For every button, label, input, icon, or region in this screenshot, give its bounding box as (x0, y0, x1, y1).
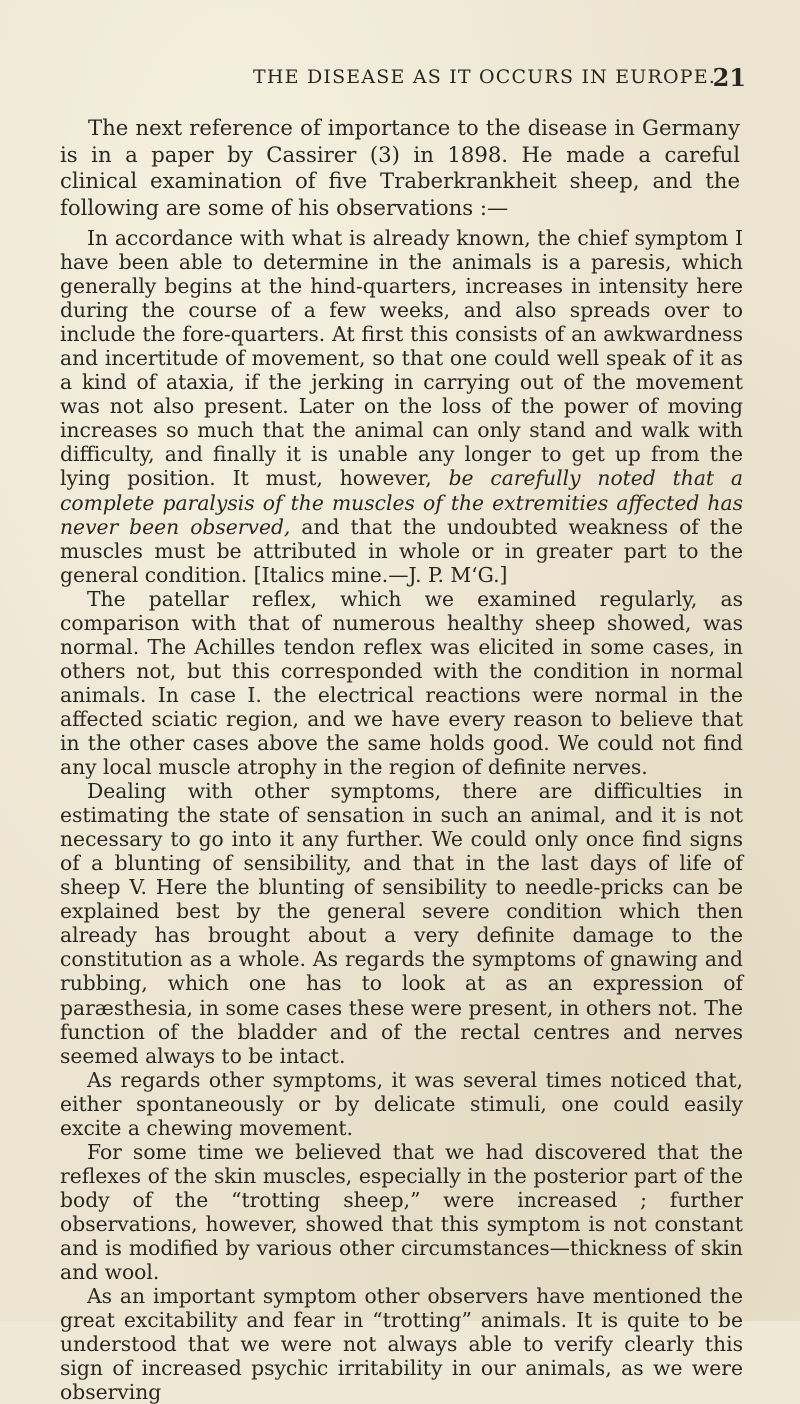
quote-p1-part-b: and that the undoubted weakness of the muscles must be attributed in whole or in greater part to the general condition. [Italics mine.—J. P. M‘G.] (60, 514, 743, 587)
page-header (60, 63, 746, 96)
quote-paragraph-3: Dealing with other symptoms, there are difficulties in estimating the state of sensation in such an animal, and it is not necessary to go into it any further. We could only once find signs of a blunting of sensibility, and that in the last days of life of sheep V. Here the blunting of sensibility to needle-pricks can be explained best by the general severe condition which then already has brought about a very definite damage to the constitution as a whole. As regards the symptoms of gnawing and rubbing, which one has to look at as an expression of paræsthesia, in some cases these were present, in others not. The function of the bladder and of the rectal centres and nerves seemed always to be intact. (60, 779, 743, 1068)
intro-paragraph (60, 115, 740, 221)
quote-paragraph-1 (60, 226, 743, 587)
running-head: THE DISEASE AS IT OCCURS IN EUROPE. (253, 66, 717, 88)
intro-text: The next reference of importance to the disease in Germany is in a paper by Cassirer (3) in 1898. He made a careful clinical examination of five Traberkrankheit sheep, and the following are some of his observations :— (60, 115, 740, 220)
quote-paragraph-2: The patellar reflex, which we examined regularly, as comparison with that of numerous healthy sheep showed, was normal. The Achilles tendon reflex was elicited in some cases, in others not, but this corresponded with the condition in normal animals. In case I. the electrical reactions were normal in the affected sciatic region, and we have every reason to believe that in the other cases above the same holds good. We could not find any local muscle atrophy in the region of definite nerves. (60, 586, 743, 780)
quote-p1-part-a: In accordance with what is already known, the chief symptom I have been able to determine in the animals is a paresis, which generally begins at the hind-quarters, increases in intensity here during the course of a few weeks, and also spreads over to include the fore-quarters. At first this consists of an awkwardness and incertitude of movement, so that one could well speak of it as a kind of ataxia, if the jerking in carrying out of the movement was not also present. Later on the loss of the power of moving increases so much that the animal can only stand and walk with difficulty, and finally it is unable any longer to get up from the lying position. It must, however, (60, 226, 743, 491)
quote-paragraph-5: For some time we believed that we had discovered that the reflexes of the skin muscles, especially in the posterior part of the body of the “trotting sheep,” were increased ; further observations, however, showed that this symptom is not constant and is modified by various other circumstances—thickness of skin and wool. (60, 1139, 743, 1285)
quote-paragraph-6: As an important symptom other observers have mentioned the great excitability and fear in “trotting” animals. It is quite to be understood that we were not always able to verify clearly this sign of increased psychic irritability in our animals, as we were observing (60, 1284, 743, 1404)
quoted-passage (60, 226, 743, 1404)
quote-paragraph-4: As regards other symptoms, it was several times noticed that, either spontaneously or by delicate stimuli, one could easily excite a chewing movement. (60, 1067, 743, 1140)
quote-p1-italic: be carefully noted that a complete paralysis of the muscles of the extremities affected has never been observed, (60, 466, 743, 539)
page-number: 21 (712, 63, 746, 92)
